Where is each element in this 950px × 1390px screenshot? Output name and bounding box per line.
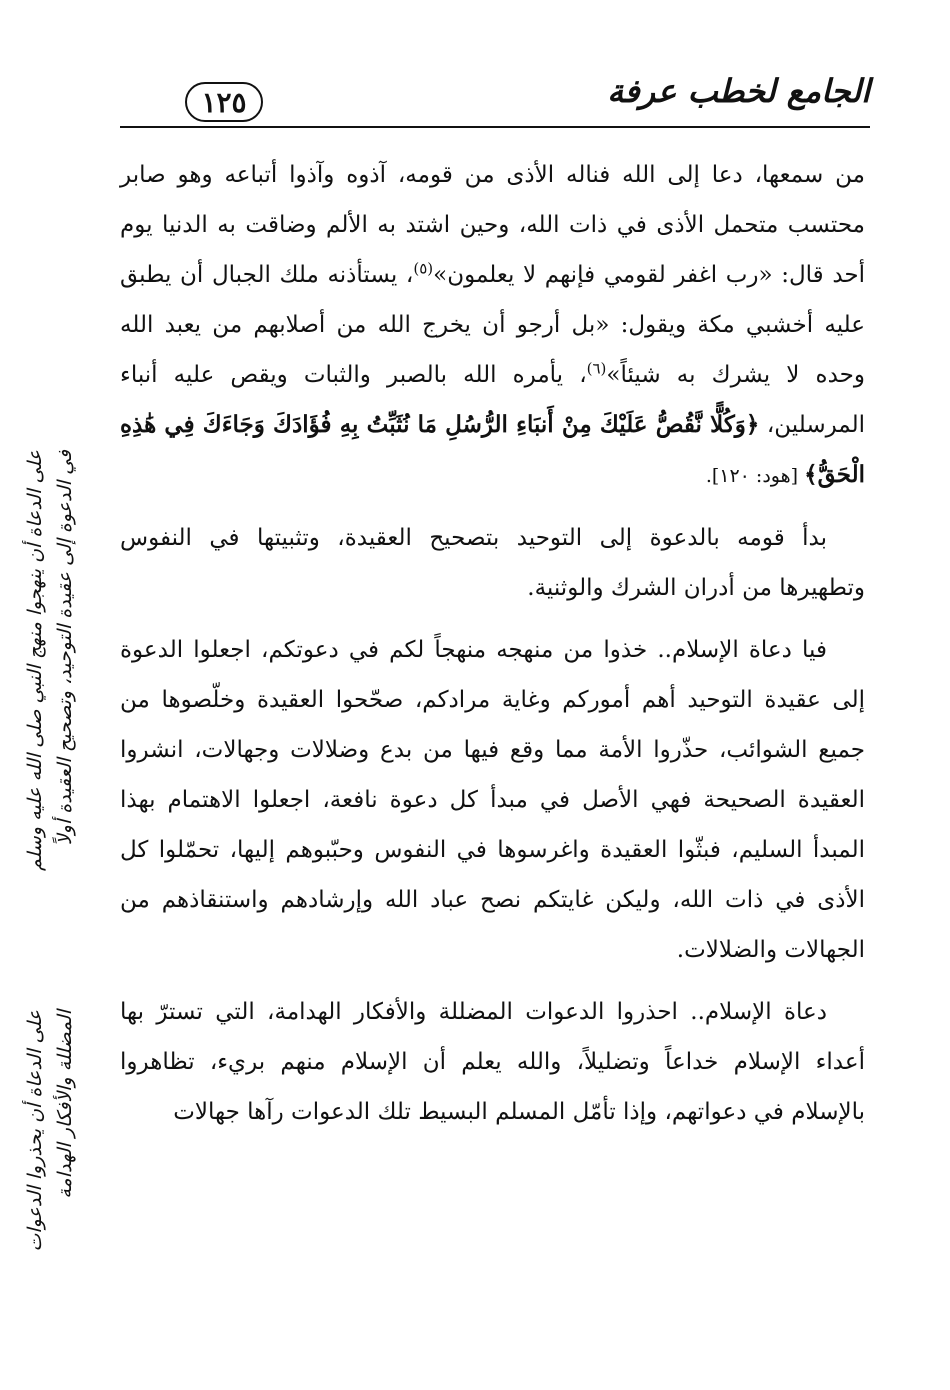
paragraph-3: فيا دعاة الإسلام.. خذوا من منهجه منهجاً لكم في دعوتكم، اجعلوا الدعوة إلى عقيدة التوحيد أهم أموركم وغاية مرادكم، صحّحوا العقيدة وخلّصوها من جميع الشوائب، حذّروا الأمة مما وقع فيها من بدع وضلالات وجهالات، انشروا العقيدة الصحيحة فهي الأصل في مبدأ كل دعوة نافعة، اجعلوا الاهتمام بهذا المبدأ السليم، فبثّوا العقيدة واغرسوها في النفوس وحبّبوهم إليها، تحمّلوا كل الأذى في ذات الله، وليكن غايتكم نصح عباد الله وإرشادهم واستنقاذهم من الجهالات والضلالات. <box>120 637 865 963</box>
margin-note-2-line-2: المضللة والأفكار الهدامة <box>54 1010 76 1199</box>
margin-note-1 <box>0 450 100 990</box>
margin-note-2 <box>0 1010 100 1390</box>
page-header <box>120 70 870 130</box>
footnote-ref-5: (٥) <box>413 259 434 278</box>
book-title: الجامع لخطب عرفة <box>607 72 870 110</box>
paragraph-1-part-2: ، يستأذنه ملك الجبال أن يطبق عليه أخشبي مكة ويقول: «بل أرجو أن يخرج الله من أصلابهم من يعبد الله وحده لا يشرك به شيئاً» <box>120 262 865 388</box>
margin-note-1-line-2: في الدعوة إلى عقيدة التوحيد، وتصحيح العقيدة أولاً <box>54 450 76 846</box>
verse-reference: [هود: ١٢٠]. <box>705 465 805 487</box>
quran-verse: ﴿وَكُلًّا نَّقُصُّ عَلَيْكَ مِنْ أَنبَاءِ الرُّسُلِ مَا نُثَبِّتُ بِهِ فُؤَادَكَ وَجَاءَكَ فِي هَٰذِهِ الْحَقُّ﴾ <box>120 411 865 488</box>
footnote-ref-6: (٦) <box>586 359 607 378</box>
paragraph-2: بدأ قومه بالدعوة إلى التوحيد بتصحيح العقيدة، وتثبيتها في النفوس وتطهيرها من أدران الشرك والوثنية. <box>120 525 865 601</box>
margin-note-1-line-1: على الدعاة أن ينهجوا منهج النبي صلى الله عليه وسلم <box>24 450 46 871</box>
paragraph-1-part-1: من سمعها، دعا إلى الله فناله الأذى من قومه، آذوه وآذوا أتباعه وهو صابر محتسب متحمل الأذى في ذات الله، وحين اشتد به الألم وضاقت به الدنيا يوم أحد قال: «رب اغفر لقومي فإنهم لا يعلمون» <box>120 162 865 288</box>
header-divider <box>120 126 870 128</box>
margin-note-2-line-1: على الدعاة أن يحذروا الدعوات <box>24 1010 46 1252</box>
main-text <box>120 150 865 1149</box>
paragraph-1-part-3: ، يأمره الله بالصبر والثبات ويقص عليه أنباء المرسلين، <box>120 362 865 438</box>
page-number: ١٢٥ <box>185 82 263 122</box>
paragraph-1 <box>120 150 865 501</box>
paragraph-4: دعاة الإسلام.. احذروا الدعوات المضللة والأفكار الهدامة، التي تسترّ بها أعداء الإسلام خداعاً وتضليلاً، والله يعلم أن الإسلام منهم بريء، تظاهروا بالإسلام في دعواتهم، وإذا تأمّل المسلم البسيط تلك الدعوات رآها جهالات <box>120 999 865 1125</box>
